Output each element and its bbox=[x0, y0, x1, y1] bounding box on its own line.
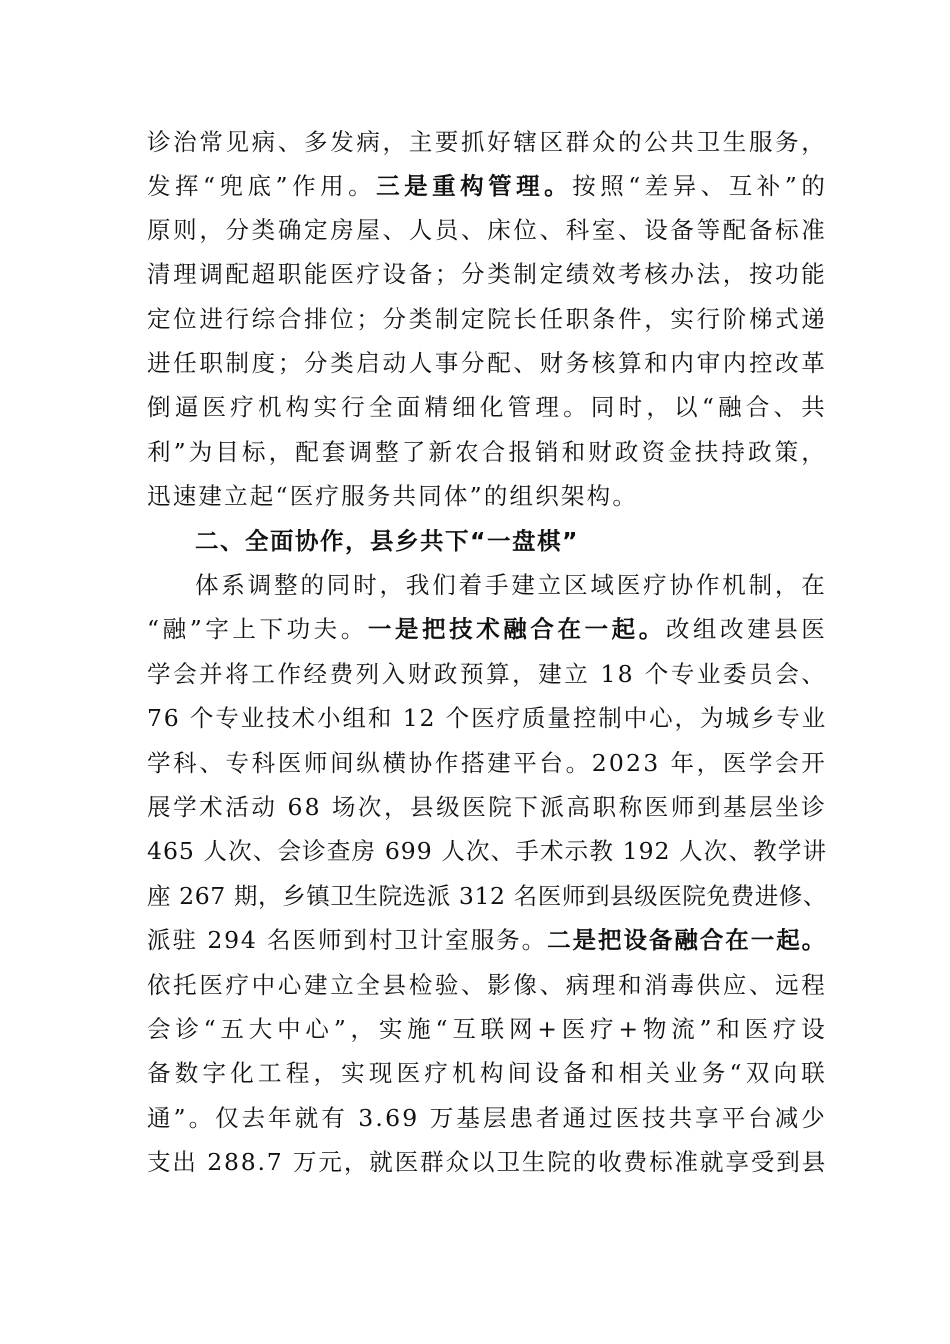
text-line bbox=[147, 654, 827, 694]
text-line bbox=[147, 787, 827, 827]
bold-text-segment: 一是把技术融合在一起。 bbox=[367, 615, 666, 643]
section-heading: 二、全面协作，县乡共下“一盘棋” bbox=[195, 527, 579, 555]
text-line bbox=[147, 965, 827, 1005]
text-line bbox=[147, 920, 827, 960]
text-segment: 465 人次、会诊查房 699 人次、手术示教 192 人次、教学讲 bbox=[147, 837, 827, 865]
text-segment: 利”为目标，配套调整了新农合报销和财政资金扶持政策， bbox=[147, 438, 827, 466]
text-segment: 进任职制度；分类启动人事分配、财务核算和内审内控改革 bbox=[147, 349, 827, 377]
text-segment: 体系调整的同时，我们着手建立区域医疗协作机制，在 bbox=[195, 571, 827, 599]
text-line bbox=[147, 343, 827, 383]
text-segment: 学科、专科医师间纵横协作搭建平台。2023 年，医学会开 bbox=[147, 749, 827, 777]
text-line bbox=[147, 876, 827, 916]
text-line bbox=[147, 166, 827, 206]
text-line bbox=[147, 122, 827, 162]
text-line bbox=[147, 210, 827, 250]
text-segment: 通”。仅去年就有 3.69 万基层患者通过医技共享平台减少 bbox=[147, 1104, 827, 1132]
text-segment: “融”字上下功夫。 bbox=[147, 615, 368, 643]
text-line bbox=[147, 254, 827, 294]
text-line bbox=[147, 387, 827, 427]
bold-text-segment: 二是把设备融合在一起。 bbox=[547, 926, 827, 954]
text-segment: 按照“差异、互补”的 bbox=[572, 172, 828, 200]
text-segment: 备数字化工程，实现医疗机构间设备和相关业务“双向联 bbox=[147, 1059, 827, 1087]
text-segment: 展学术活动 68 场次，县级医院下派高职称医师到基层坐诊 bbox=[147, 793, 827, 821]
bold-text-segment: 三是重构管理。 bbox=[376, 172, 573, 200]
text-line bbox=[147, 432, 827, 472]
text-segment: 座 267 期，乡镇卫生院选派 312 名医师到县级医院免费进修、 bbox=[147, 882, 827, 910]
text-segment: 清理调配超职能医疗设备；分类制定绩效考核办法，按功能 bbox=[147, 260, 827, 288]
text-line bbox=[147, 698, 827, 738]
text-segment: 诊治常见病、多发病，主要抓好辖区群众的公共卫生服务， bbox=[147, 128, 827, 156]
text-segment: 学会并将工作经费列入财政预算，建立 18 个专业委员会、 bbox=[147, 660, 827, 688]
text-line bbox=[147, 609, 827, 649]
text-segment: 定位进行综合排位；分类制定院长任职条件，实行阶梯式递 bbox=[147, 305, 827, 333]
text-segment: 76 个专业技术小组和 12 个医疗质量控制中心，为城乡专业 bbox=[147, 704, 827, 732]
text-segment: 原则，分类确定房屋、人员、床位、科室、设备等配备标准 bbox=[147, 216, 827, 244]
text-line bbox=[147, 831, 827, 871]
text-line bbox=[147, 476, 827, 516]
text-line bbox=[147, 1142, 827, 1182]
text-segment: 倒逼医疗机构实行全面精细化管理。同时，以“融合、共 bbox=[147, 393, 827, 421]
text-segment: 改组改建县医 bbox=[665, 615, 827, 643]
text-line bbox=[147, 1098, 827, 1138]
text-segment: 派驻 294 名医师到村卫计室服务。 bbox=[147, 926, 548, 954]
text-segment: 迅速建立起“医疗服务共同体”的组织架构。 bbox=[147, 482, 639, 510]
text-line bbox=[147, 1009, 827, 1049]
text-segment: 支出 288.7 万元，就医群众以卫生院的收费标准就享受到县 bbox=[147, 1148, 827, 1176]
text-segment: 发挥“兜底”作用。 bbox=[147, 172, 377, 200]
text-line bbox=[147, 299, 827, 339]
text-line bbox=[147, 1053, 827, 1093]
text-segment: 依托医疗中心建立全县检验、影像、病理和消毒供应、远程 bbox=[147, 971, 827, 999]
text-segment: 会诊“五大中心”，实施“互联网+医疗+物流”和医疗设 bbox=[147, 1015, 827, 1043]
text-line bbox=[147, 743, 827, 783]
text-line bbox=[195, 565, 827, 605]
